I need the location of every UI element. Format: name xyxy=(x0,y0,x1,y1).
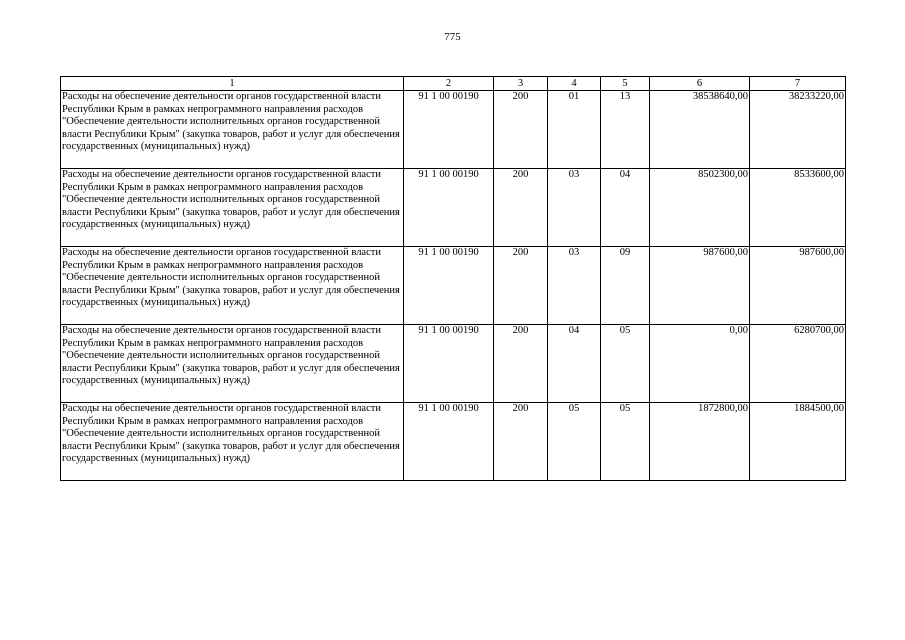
amount-column-7: 987600,00 xyxy=(750,247,846,325)
column-header-4: 4 xyxy=(548,77,601,91)
expense-type-code: 200 xyxy=(494,403,548,481)
amount-column-6: 987600,00 xyxy=(650,247,750,325)
expense-type-code: 200 xyxy=(494,247,548,325)
page-number: 775 xyxy=(444,31,461,43)
subsection-code: 04 xyxy=(601,169,650,247)
expense-description: Расходы на обеспечение деятельности органов государственной власти Республики Крым в рамках непрограммного направления расходов "Обеспечение деятельности исполнительных органов государственной власти Республики Крым" (закупка товаров, работ и услуг для обеспечения государственных (муниципальных) нужд) xyxy=(61,403,404,481)
column-header-5: 5 xyxy=(601,77,650,91)
amount-column-7: 8533600,00 xyxy=(750,169,846,247)
section-code: 03 xyxy=(548,169,601,247)
expense-description: Расходы на обеспечение деятельности органов государственной власти Республики Крым в рамках непрограммного направления расходов "Обеспечение деятельности исполнительных органов государственной власти Республики Крым" (закупка товаров, работ и услуг для обеспечения государственных (муниципальных) нужд) xyxy=(61,325,404,403)
target-article-code: 91 1 00 00190 xyxy=(404,403,494,481)
target-article-code: 91 1 00 00190 xyxy=(404,247,494,325)
amount-column-7: 1884500,00 xyxy=(750,403,846,481)
table-row xyxy=(61,325,846,403)
amount-column-7: 6280700,00 xyxy=(750,325,846,403)
column-header-6: 6 xyxy=(650,77,750,91)
column-number-row xyxy=(61,77,846,91)
expense-type-code: 200 xyxy=(494,169,548,247)
column-header-7: 7 xyxy=(750,77,846,91)
target-article-code: 91 1 00 00190 xyxy=(404,91,494,169)
target-article-code: 91 1 00 00190 xyxy=(404,325,494,403)
table-row xyxy=(61,403,846,481)
subsection-code: 05 xyxy=(601,403,650,481)
target-article-code: 91 1 00 00190 xyxy=(404,169,494,247)
expense-description: Расходы на обеспечение деятельности органов государственной власти Республики Крым в рамках непрограммного направления расходов "Обеспечение деятельности исполнительных органов государственной власти Республики Крым" (закупка товаров, работ и услуг для обеспечения государственных (муниципальных) нужд) xyxy=(61,247,404,325)
section-code: 04 xyxy=(548,325,601,403)
expense-type-code: 200 xyxy=(494,325,548,403)
table-row xyxy=(61,169,846,247)
amount-column-6: 1872800,00 xyxy=(650,403,750,481)
budget-table xyxy=(60,76,846,481)
section-code: 01 xyxy=(548,91,601,169)
column-header-1: 1 xyxy=(61,77,404,91)
expense-type-code: 200 xyxy=(494,91,548,169)
amount-column-6: 38538640,00 xyxy=(650,91,750,169)
table-row xyxy=(61,247,846,325)
expense-description: Расходы на обеспечение деятельности органов государственной власти Республики Крым в рамках непрограммного направления расходов "Обеспечение деятельности исполнительных органов государственной власти Республики Крым" (закупка товаров, работ и услуг для обеспечения государственных (муниципальных) нужд) xyxy=(61,169,404,247)
section-code: 05 xyxy=(548,403,601,481)
section-code: 03 xyxy=(548,247,601,325)
column-header-2: 2 xyxy=(404,77,494,91)
subsection-code: 09 xyxy=(601,247,650,325)
subsection-code: 05 xyxy=(601,325,650,403)
amount-column-7: 38233220,00 xyxy=(750,91,846,169)
amount-column-6: 8502300,00 xyxy=(650,169,750,247)
expense-description: Расходы на обеспечение деятельности органов государственной власти Республики Крым в рамках непрограммного направления расходов "Обеспечение деятельности исполнительных органов государственной власти Республики Крым" (закупка товаров, работ и услуг для обеспечения государственных (муниципальных) нужд) xyxy=(61,91,404,169)
table-row xyxy=(61,91,846,169)
column-header-3: 3 xyxy=(494,77,548,91)
amount-column-6: 0,00 xyxy=(650,325,750,403)
subsection-code: 13 xyxy=(601,91,650,169)
